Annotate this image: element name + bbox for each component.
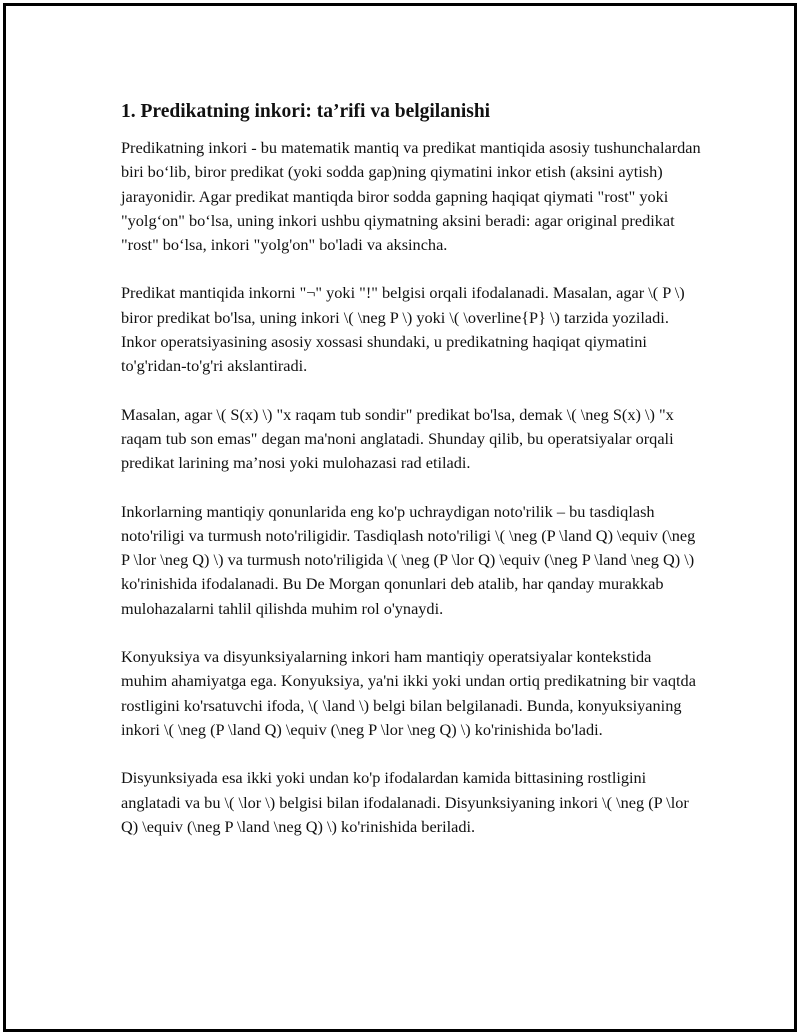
- page-frame: [3, 3, 797, 1032]
- paragraph-notation: Predikat mantiqida inkorni "¬" yoki "!" belgisi orqali ifodalanadi. Masalan, agar \( P \) biror predikat bo'lsa, uning inkori \( \neg P \) yoki \( \overline{P} \) tarzida yoziladi. Inkor operatsiyasining asosiy xossasi shundaki, u predikatning haqiqat qiymatini to'g'ridan-to'g'ri akslantiradi.: [121, 283, 685, 376]
- section-title: 1. Predikatning inkori: ta’rifi va belgilanishi: [121, 101, 491, 122]
- paragraph-de-morgan: Inkorlarning mantiqiy qonunlarida eng ko'p uchraydigan noto'rilik – bu tasdiqlash noto'riligi va turmush noto'riligidir. Tasdiqlash noto'riligi \( \neg (P \land Q) \equiv (\neg P \lor \neg Q) \) va turmush noto'riligida \( \neg (P \lor Q) \equiv (\neg P \land \neg Q) \) ko'rinishida ifodalanadi. Bu De Morgan qonunlari deb atalib, har qanday murakkab mulohazalarni tahlil qilishda muhim rol o'ynaydi.: [121, 501, 696, 618]
- paragraph-disjunction: Disyunksiyada esa ikki yoki undan ko'p ifodalardan kamida bittasining rostligini anglatadi va bu \( \lor \) belgisi bilan ifodalanadi. Disyunksiyaning inkori \( \neg (P \lor Q) \equiv (\neg P \land \neg Q) \) ko'rinishida beriladi.: [121, 768, 689, 836]
- document-body: [121, 98, 701, 863]
- paragraph-conjunction: Konyuksiya va disyunksiyalarning inkori ham mantiqiy operatsiyalar kontekstida muhim ahamiyatga ega. Konyuksiya, ya'ni ikki yoki undan ortiq predikatning bir vaqtda rostligini ko'rsatuvchi ifoda, \( \land \) belgi bilan belgilanadi. Bunda, konyuksiyaning inkori \( \neg (P \land Q) \equiv (\neg P \lor \neg Q) \) ko'rinishida bo'ladi.: [121, 647, 696, 739]
- paragraph-definition: Predikatning inkori - bu matematik mantiq va predikat mantiqida asosiy tushunchalardan biri bo‘lib, biror predikat (yoki sodda gap)ning qiymatini inkor etish (aksini aytish) jarayonidir. Agar predikat mantiqda biror sodda gapning haqiqat qiymati "rost" yoki "yolg‘on" bo‘lsa, uning inkori ushbu qiymatning aksini beradi: agar original predikat "rost" bo‘lsa, inkori "yolg'on" bo'ladi va aksincha.: [121, 138, 701, 255]
- paragraph-example: Masalan, agar \( S(x) \) "x raqam tub sondir" predikat bo'lsa, demak \( \neg S(x) \) "x raqam tub son emas" degan ma'noni anglatadi. Shunday qilib, bu operatsiyalar orqali predikat larining ma’nosi yoki mulohazasi rad etiladi.: [121, 404, 674, 473]
